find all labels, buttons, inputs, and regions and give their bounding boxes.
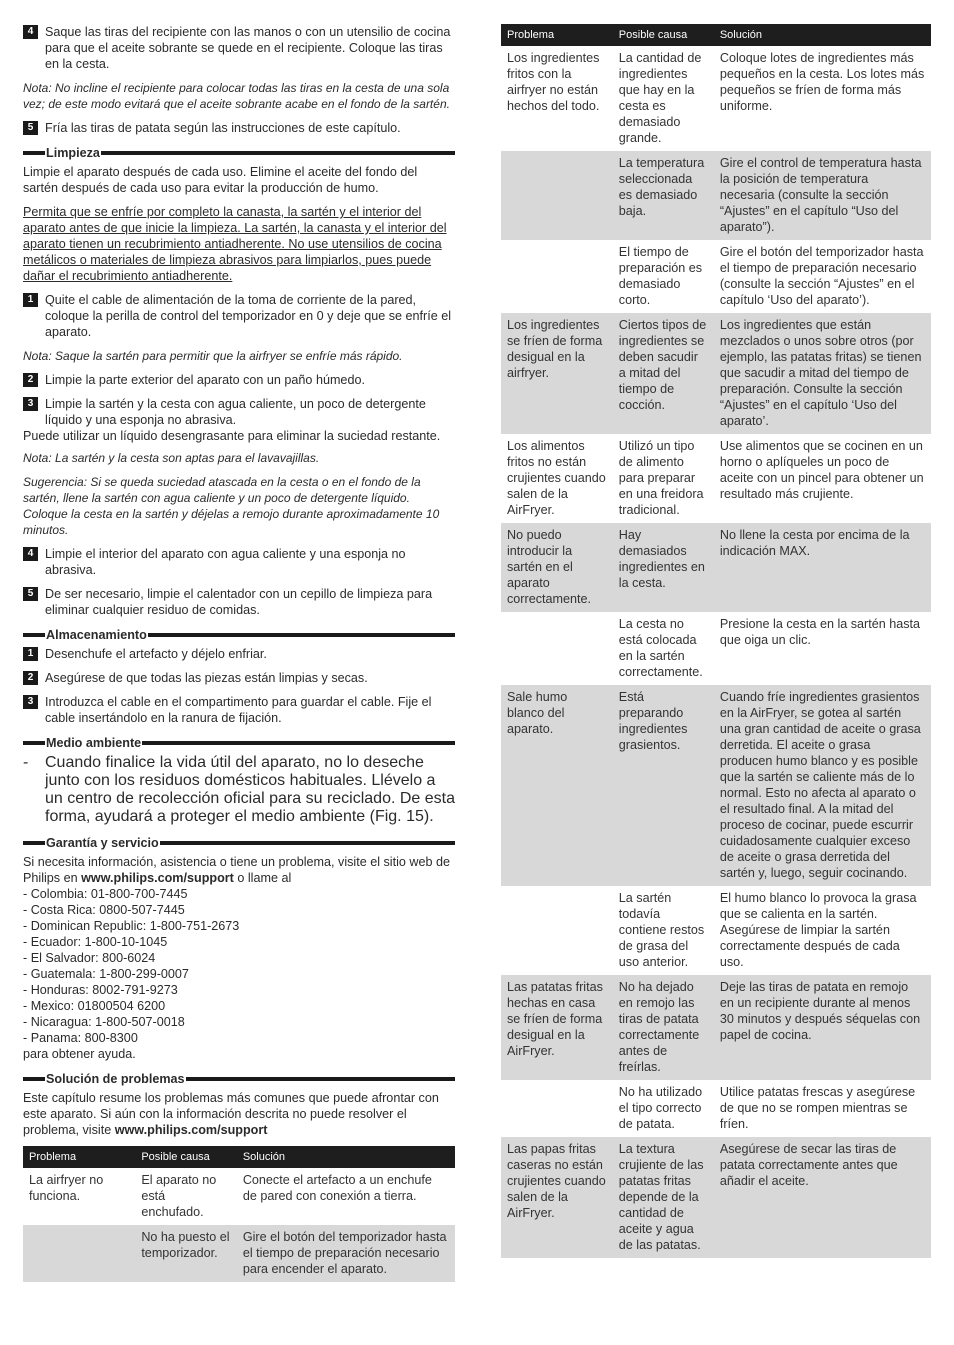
table-row xyxy=(501,685,931,886)
paragraph-text: o llame al xyxy=(233,871,292,885)
cause-cell: Hay demasiados ingredientes en la cesta. xyxy=(613,523,714,612)
heading-text: Solución de problemas xyxy=(46,1072,185,1086)
column-header-cause: Posible causa xyxy=(135,1146,237,1168)
heading-rule xyxy=(148,633,455,637)
step-number: 5 xyxy=(23,587,38,601)
step-number: 2 xyxy=(23,373,38,387)
column-header-cause: Posible causa xyxy=(613,24,714,46)
troubleshooting-table xyxy=(501,24,931,1258)
step-text: Limpie la parte exterior del aparato con un paño húmedo. xyxy=(45,373,365,387)
step-text: Limpie el interior del aparato con agua caliente y una esponja no abrasiva. xyxy=(45,547,406,577)
heading-text: Almacenamiento xyxy=(46,628,147,642)
table-row xyxy=(501,151,931,240)
table-row xyxy=(501,612,931,685)
section-heading-limpieza xyxy=(23,146,455,160)
column-header-solution: Solución xyxy=(237,1146,455,1168)
note: Nota: Saque la sartén para permitir que la airfryer se enfríe más rápido. xyxy=(23,349,403,363)
step-4 xyxy=(23,24,455,72)
step-text: De ser necesario, limpie el calentador con un cepillo de limpieza para eliminar cualquier residuo de comidas. xyxy=(45,587,433,617)
table-row xyxy=(501,46,931,151)
heading-rule xyxy=(101,151,455,155)
heading-text: Garantía y servicio xyxy=(46,836,159,850)
solution-cell: Presione la cesta en la sartén hasta que oiga un clic. xyxy=(719,617,921,647)
solution-cell: El humo blanco lo provoca la grasa que se calienta en la sartén. Asegúrese de limpiar la sartén correctamente después de cada uso. xyxy=(719,891,917,969)
step-number: 5 xyxy=(23,121,38,135)
heading-bar xyxy=(23,741,45,745)
table-row xyxy=(501,886,931,975)
cause-cell: Ciertos tipos de ingredientes se deben sacudir a mitad del tiempo de cocción. xyxy=(613,313,714,434)
step-text: Asegúrese de que todas las piezas están limpias y secas. xyxy=(45,671,368,685)
right-column xyxy=(501,24,931,1258)
contact-item: - Dominican Republic: 1-800-751-2673 xyxy=(23,919,240,933)
step-5 xyxy=(23,586,455,618)
paragraph-text: Este capítulo resume los problemas más comunes que puede afrontar con este aparato. Si aún con la información descrita no puede resolver el problema, visite xyxy=(23,1091,439,1137)
step-text: Desenchufe el artefacto y déjelo enfriar. xyxy=(45,647,267,661)
cause-cell: La cantidad de ingredientes que hay en la cesta es demasiado grande. xyxy=(618,51,702,145)
step-2 xyxy=(23,372,455,388)
column-header-solution: Solución xyxy=(714,24,931,46)
note: Nota: No incline el recipiente para colocar todas las tiras en la cesta de una sola vez; de este modo evitará que el aceite sobrante acabe en el fondo de la sartén. xyxy=(23,81,450,111)
step-5 xyxy=(23,120,455,136)
problem-cell: Las patatas fritas hechas en casa se fríen de forma desigual en la AirFryer. xyxy=(501,975,613,1080)
table-row xyxy=(501,523,931,612)
problem-cell: Los ingredientes fritos con la airfryer no están hechos del todo. xyxy=(507,51,600,113)
solution-cell: Los ingredientes que están mezclados o unos sobre otros (por ejemplo, las patatas fritas) se tienen que sacudir a mitad del tiempo de preparación. Consulte la sección “Ajustes” en el capítulo ‘Uso del aparato’. xyxy=(714,313,931,434)
table-row xyxy=(23,1168,455,1225)
contact-list xyxy=(23,886,455,1046)
table-row xyxy=(501,434,931,523)
cause-cell: La temperatura seleccionada es demasiado baja. xyxy=(613,151,714,240)
cause-cell: Está preparando ingredientes grasientos. xyxy=(613,685,714,886)
solution-cell: Gire el control de temperatura hasta la posición de temperatura necesaria (consulte la sección “Ajustes” en el capítulo “Uso del aparato”). xyxy=(714,151,931,240)
table-row xyxy=(501,313,931,434)
step-number: 4 xyxy=(23,25,38,39)
cause-cell: No ha dejado en remojo las tiras de patata correctamente antes de freírlas. xyxy=(613,975,714,1080)
problem-cell: No puedo introducir la sartén en el aparato correctamente. xyxy=(501,523,613,612)
step-1 xyxy=(23,646,455,662)
step-text: Saque las tiras del recipiente con las manos o con un utensilio de cocina para que el aceite sobrante se quede en el recipiente. Coloque las tiras en la cesta. xyxy=(45,25,451,71)
heading-rule xyxy=(160,841,455,845)
solution-cell: No llene la cesta por encima de la indicación MAX. xyxy=(714,523,931,612)
step-2 xyxy=(23,670,455,686)
cause-cell: La cesta no está colocada en la sartén correctamente. xyxy=(618,617,703,679)
problem-cell: Las papas fritas caseras no están crujientes cuando salen de la AirFryer. xyxy=(501,1137,613,1258)
solution-cell: Conecte el artefacto a un enchufe de pared con conexión a tierra. xyxy=(242,1173,432,1203)
paragraph xyxy=(23,1090,455,1138)
contact-item: - Mexico: 01800504 6200 xyxy=(23,999,166,1013)
problem-cell xyxy=(501,240,613,313)
problem-cell xyxy=(23,1225,135,1282)
step-1 xyxy=(23,292,455,340)
step-3 xyxy=(23,694,455,726)
cause-cell: No ha utilizado el tipo correcto de patata. xyxy=(618,1085,703,1131)
step-text: Introduzca el cable en el compartimento para guardar el cable. Fije el cable insertándolo en la ranura de fijación. xyxy=(45,695,432,725)
problem-cell: La airfryer no funciona. xyxy=(29,1173,104,1203)
solution-cell: Cuando fríe ingredientes grasientos en la AirFryer, se gotea al sartén una gran cantidad de aceite o grasa derretida. El aceite o grasa producen humo blanco y es posible que la sartén se caliente más de lo normal. Esto no afecta al aparato o el resultado final. A la mitad del proceso de cocinar, puede escurrir cuidadosamente cualquier exceso de aceite o grasa derretida del sartén y, luego, seguir cocinando. xyxy=(714,685,931,886)
cause-cell: La textura crujiente de las patatas fritas depende de la cantidad de aceite y agua de las patatas. xyxy=(613,1137,714,1258)
solution-cell: Deje las tiras de patata en remojo en un recipiente durante al menos 30 minutos y después séquelas con papel de cocina. xyxy=(714,975,931,1080)
problem-cell: Sale humo blanco del aparato. xyxy=(501,685,613,886)
problem-cell: Los ingredientes se fríen de forma desigual en la airfryer. xyxy=(501,313,613,434)
column-header-problem: Problema xyxy=(501,24,613,46)
problem-cell: Los alimentos fritos no están crujientes cuando salen de la AirFryer. xyxy=(507,439,606,517)
cause-cell: La sartén todavía contiene restos de grasa del uso anterior. xyxy=(618,891,705,969)
section-heading-garantia xyxy=(23,836,455,850)
heading-bar xyxy=(23,151,45,155)
heading-rule xyxy=(142,741,455,745)
contact-item: - Honduras: 8002-791-9273 xyxy=(23,983,178,997)
heading-bar xyxy=(23,633,45,637)
contact-item: - Panama: 800-8300 xyxy=(23,1031,138,1045)
tip: Sugerencia: Si se queda suciedad atascada en la cesta o en el fondo de la sartén, llene la sartén con agua caliente y un poco de detergente líquido. Coloque la cesta en la sartén y déjelas a remojo durante aproximadamente 10 minutos. xyxy=(23,475,440,537)
table-row xyxy=(501,1137,931,1258)
table-header-row xyxy=(23,1146,455,1168)
contact-item: - El Salvador: 800-6024 xyxy=(23,951,156,965)
list-item-text: Cuando finalice la vida útil del aparato, no lo deseche junto con los residuos domésticos habituales. Llévelo a un centro de recolección oficial para su reciclado. De esta forma, ayudará a proteger el medio ambiente (Fig. 15). xyxy=(45,754,455,825)
solution-cell: Use alimentos que se cocinen en un horno o aplíqueles un poco de aceite con un pincel para obtener un resultado más crujiente. xyxy=(719,439,924,501)
step-number: 4 xyxy=(23,547,38,561)
troubleshooting-table xyxy=(23,1146,455,1282)
cause-cell: Utilizó un tipo de alimento para preparar en una freidora tradicional. xyxy=(618,439,704,517)
dash-marker: - xyxy=(23,754,29,771)
step-number: 2 xyxy=(23,671,38,685)
section-heading-solucion xyxy=(23,1072,455,1086)
step-3 xyxy=(23,396,455,428)
table-row xyxy=(501,1080,931,1137)
solution-cell: Gire el botón del temporizador hasta el tiempo de preparación necesario para encender el aparato. xyxy=(237,1225,455,1282)
step-number: 3 xyxy=(23,397,38,411)
cause-cell: El tiempo de preparación es demasiado corto. xyxy=(618,245,703,307)
paragraph: para obtener ayuda. xyxy=(23,1047,136,1061)
step-text: Quite el cable de alimentación de la toma de corriente de la pared, coloque la perilla de control del temporizador en 0 y deje que se enfríe el aparato. xyxy=(45,293,452,339)
step-number: 1 xyxy=(23,647,38,661)
problem-cell xyxy=(501,151,613,240)
contact-item: - Guatemala: 1-800-299-0007 xyxy=(23,967,189,981)
contact-item: - Costa Rica: 0800-507-7445 xyxy=(23,903,185,917)
heading-bar xyxy=(23,841,45,845)
heading-rule xyxy=(186,1077,455,1081)
solution-cell: Coloque lotes de ingredientes más pequeños en la cesta. Los lotes más pequeños se fríen de forma más uniforme. xyxy=(719,51,925,113)
solution-cell: Asegúrese de secar las tiras de patata correctamente antes que añadir el aceite. xyxy=(714,1137,931,1258)
paragraph-text: Si necesita información, asistencia o tiene un problema, visite el sitio web de Philips en xyxy=(23,855,451,885)
warning-text: Permita que se enfríe por completo la canasta, la sartén y el interior del aparato antes de que inicie la limpieza. La sartén, la canasta y el interior del aparato tienen un recubrimiento antiadherente. No use utensilios de cocina metálicos o materiales de limpieza abrasivos para limpiarlos, pues puede dañar el recubrimiento antiadherente. xyxy=(23,205,447,283)
paragraph: Puede utilizar un líquido desengrasante para eliminar la suciedad restante. xyxy=(23,429,441,443)
step-number: 1 xyxy=(23,293,38,307)
solution-cell: Gire el botón del temporizador hasta el tiempo de preparación necesario (consulte la sección “Ajustes” en el capítulo ‘Uso del aparato’). xyxy=(719,245,924,307)
problem-cell xyxy=(501,886,613,975)
table-row xyxy=(501,240,931,313)
table-row xyxy=(23,1225,455,1282)
support-link[interactable]: www.philips.com/support xyxy=(81,871,234,885)
step-text: Limpie la sartén y la cesta con agua caliente, un poco de detergente líquido y una esponja no abrasiva. xyxy=(45,397,426,427)
solution-cell: Utilice patatas frescas y asegúrese de que no se rompen mientras se fríen. xyxy=(719,1085,916,1131)
left-column xyxy=(23,24,455,1282)
heading-bar xyxy=(23,1077,45,1081)
support-link[interactable]: www.philips.com/support xyxy=(114,1123,268,1137)
contact-item: - Ecuador: 1-800-10-1045 xyxy=(23,935,168,949)
column-header-problem: Problema xyxy=(23,1146,135,1168)
problem-cell xyxy=(501,1080,613,1137)
heading-text: Limpieza xyxy=(46,146,100,160)
table-row xyxy=(501,975,931,1080)
cause-cell: El aparato no está enchufado. xyxy=(141,1173,217,1219)
heading-text: Medio ambiente xyxy=(46,736,142,750)
contact-item: - Colombia: 01-800-700-7445 xyxy=(23,887,188,901)
step-text: Fría las tiras de patata según las instrucciones de este capítulo. xyxy=(45,121,401,135)
table-header-row xyxy=(501,24,931,46)
paragraph xyxy=(23,854,455,886)
list-item xyxy=(23,754,455,826)
step-4 xyxy=(23,546,455,578)
step-number: 3 xyxy=(23,695,38,709)
section-heading-medio-ambiente xyxy=(23,736,455,750)
paragraph: Limpie el aparato después de cada uso. Elimine el aceite del fondo del sartén después de cada uso para evitar la producción de humo. xyxy=(23,165,418,195)
contact-item: - Nicaragua: 1-800-507-0018 xyxy=(23,1015,185,1029)
cause-cell: No ha puesto el temporizador. xyxy=(135,1225,237,1282)
section-heading-almacenamiento xyxy=(23,628,455,642)
note: Nota: La sartén y la cesta son aptas para el lavavajillas. xyxy=(23,451,320,465)
problem-cell xyxy=(501,612,613,685)
